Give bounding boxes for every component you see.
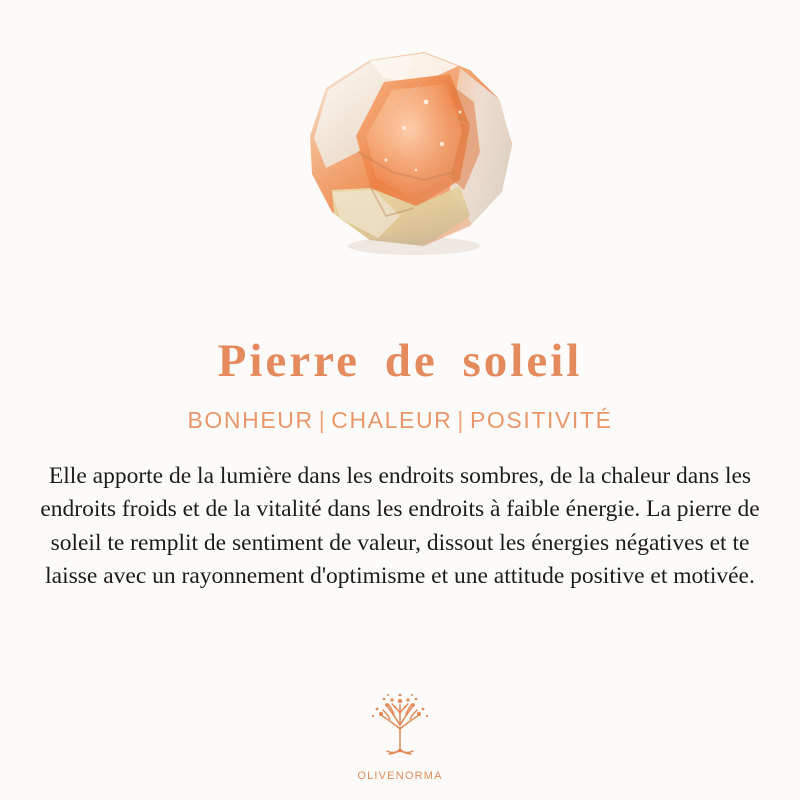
description-text: Elle apporte de la lumière dans les endroits sombres, de la chaleur dans les endroits froids et de la vitalité dans les endroits à faible énergie. La pierre de soleil te remplit de sentiment de valeur, dissout les énergies négatives et te laisse avec un rayonnement d'optimisme et une attitude positive et motivée. bbox=[40, 463, 760, 590]
brand-logo bbox=[0, 689, 800, 782]
keyword-1: BONHEUR bbox=[187, 407, 314, 433]
keyword-2: CHALEUR bbox=[331, 407, 453, 433]
page-title: Pierre de soleil bbox=[217, 335, 583, 387]
stone-image-container bbox=[0, 0, 800, 300]
sunstone-crystal-photo bbox=[274, 40, 534, 270]
brand-name: OLIVENORMA bbox=[357, 770, 443, 782]
keyword-3: POSITIVITÉ bbox=[469, 407, 613, 433]
keyword-separator-2: | bbox=[457, 407, 465, 433]
keywords-line bbox=[187, 407, 612, 434]
tree-of-life-icon bbox=[357, 689, 443, 768]
keyword-separator-1: | bbox=[318, 407, 327, 433]
